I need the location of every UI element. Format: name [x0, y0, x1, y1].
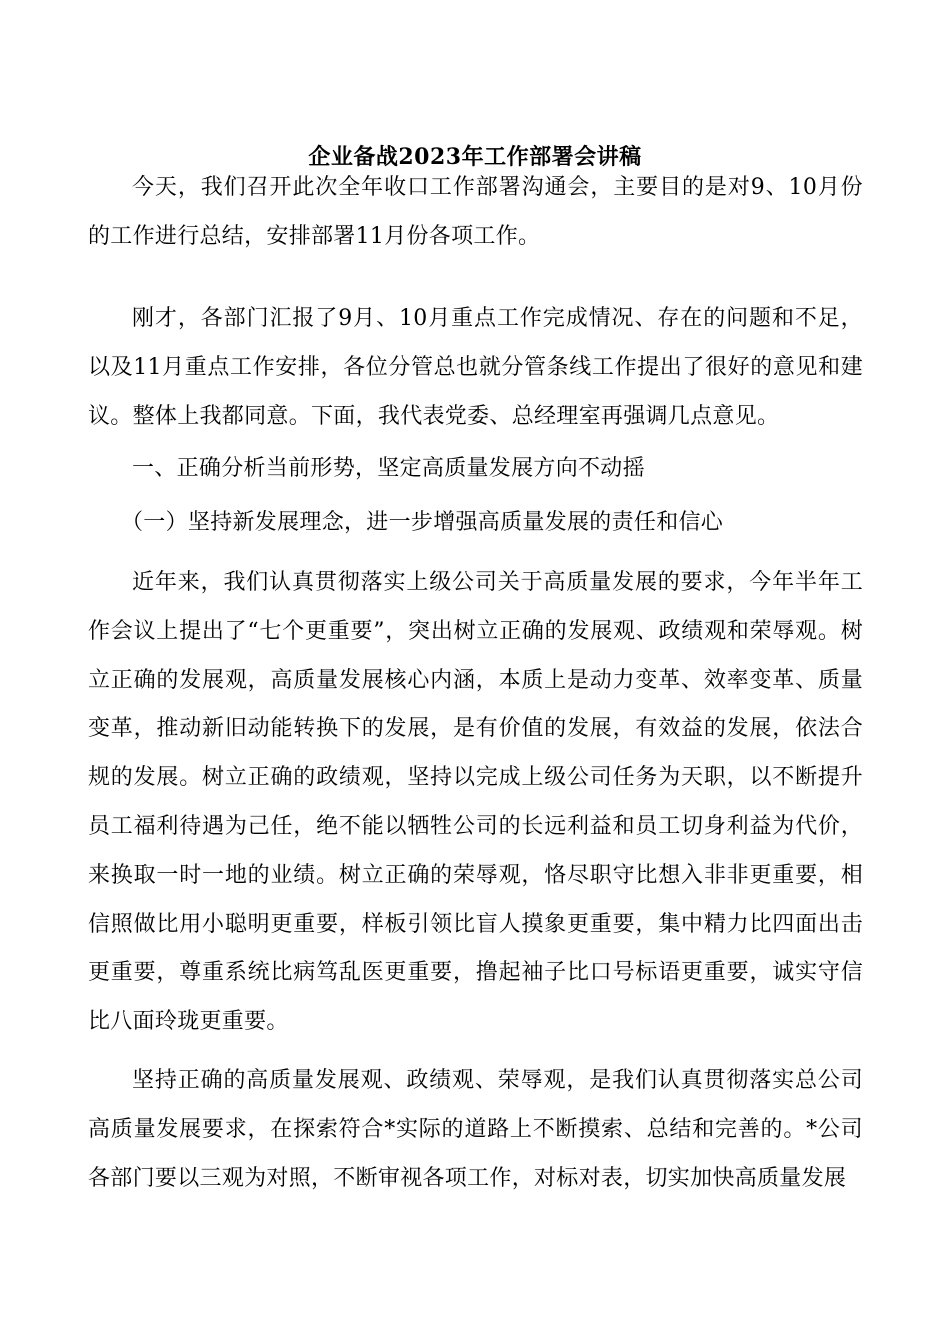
paragraph-opening: 今天，我们召开此次全年收口工作部署沟通会，主要目的是对9、10月份的工作进行总结，安排部署11月份各项工作。 [88, 175, 863, 249]
paragraph-summary: 刚才，各部门汇报了9月、10月重点工作完成情况、存在的问题和不足，以及11月重点工作安排，各位分管总也就分管条线工作提出了很好的意见和建议。整体上我都同意。下面，我代表党委、总经理室再强调几点意见。 [88, 306, 863, 429]
paragraph-development-views: 近年来，我们认真贯彻落实上级公司关于高质量发展的要求，今年半年工作会议上提出了“七个更重要”，突出树立正确的发展观、政绩观和荣辱观。树立正确的发展观，高质量发展核心内涵，本质上是动力变革、效率变革、质量变革，推动新旧动能转换下的发展，是有价值的发展，有效益的发展，依法合规的发展。树立正确的政绩观，坚持以完成上级公司任务为天职，以不断提升员工福利待遇为己任，绝不能以牺牲公司的长远利益和员工切身利益为代价，来换取一时一地的业绩。树立正确的荣辱观，恪尽职守比想入非非更重要，相信照做比用小聪明更重要，样板引领比盲人摸象更重要，集中精力比四面出击更重要，尊重系统比病笃乱医更重要，撸起袖子比口号标语更重要，诚实守信比八面玲珑更重要。 [88, 570, 863, 1035]
document-title: 企业备战2023年工作部署会讲稿 [308, 144, 642, 170]
section-heading-1: 一、正确分析当前形势，坚定高质量发展方向不动摇 [132, 456, 645, 481]
paragraph-three-views: 坚持正确的高质量发展观、政绩观、荣辱观，是我们认真贯彻落实总公司高质量发展要求，在探索符合*实际的道路上不断摸索、总结和完善的。*公司各部门要以三观为对照，不断审视各项工作，对标对表，切实加快高质量发展 [88, 1068, 863, 1191]
subsection-heading-1: （一）坚持新发展理念，进一步增强高质量发展的责任和信心 [121, 510, 724, 535]
